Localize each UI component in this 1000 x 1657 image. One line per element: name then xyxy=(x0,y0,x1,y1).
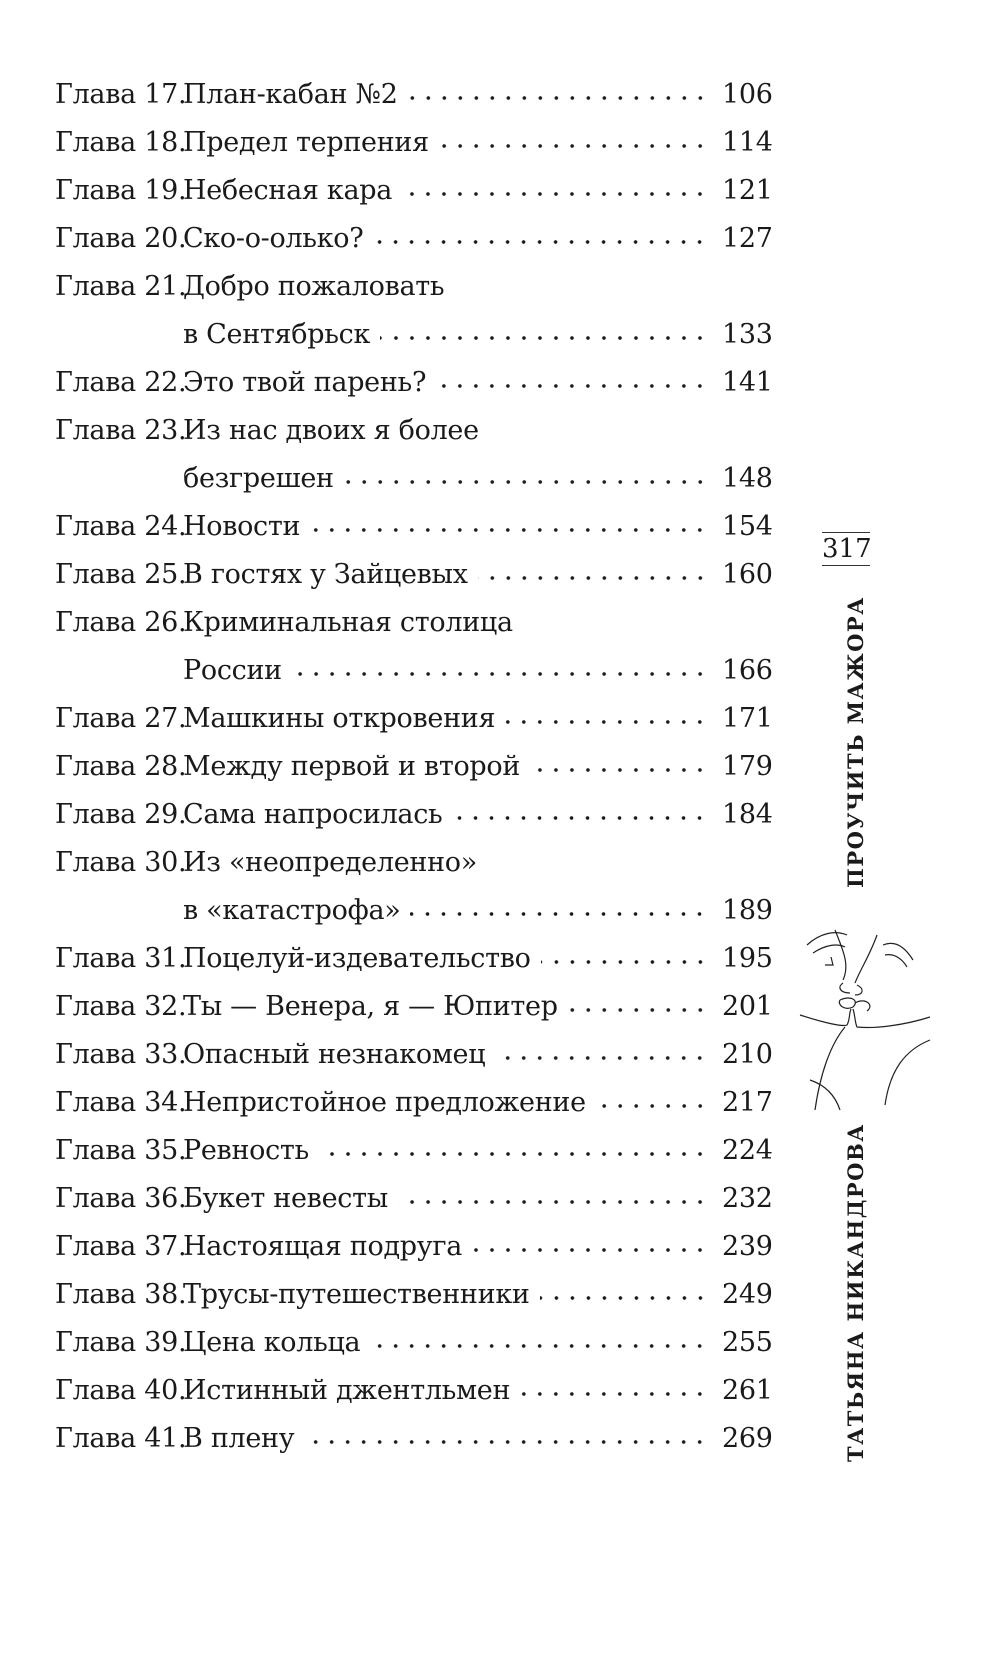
chapter-title: Непристойное предложение xyxy=(183,1086,586,1118)
chapter-label: Глава 25. xyxy=(55,558,187,590)
chapter-title: Ско-о-олько? xyxy=(183,222,364,254)
toc-line xyxy=(55,838,770,886)
chapter-page: 224 xyxy=(722,1134,773,1166)
toc-line xyxy=(55,1174,773,1222)
toc-line xyxy=(55,166,773,214)
toc-line xyxy=(55,550,773,598)
toc-entry xyxy=(55,838,773,934)
dot-leader xyxy=(380,335,708,341)
toc-line xyxy=(55,502,773,550)
chapter-page: 239 xyxy=(722,1230,773,1262)
chapter-label: Глава 24. xyxy=(55,510,187,542)
toc-line xyxy=(55,310,773,358)
toc-entry xyxy=(55,1222,773,1270)
chapter-page: 148 xyxy=(722,462,773,494)
dot-leader xyxy=(478,575,708,581)
toc-line xyxy=(55,1270,773,1318)
dot-leader xyxy=(452,815,708,821)
chapter-label: Глава 30. xyxy=(55,846,187,878)
page-number: 317 xyxy=(822,534,872,564)
chapter-title: Опасный незнакомец xyxy=(183,1038,486,1070)
chapter-page: 166 xyxy=(722,654,773,686)
chapter-label: Глава 27. xyxy=(55,702,187,734)
toc-entry xyxy=(55,982,773,1030)
chapter-title: Цена кольца xyxy=(183,1326,361,1358)
toc-line xyxy=(55,934,773,982)
chapter-page: 160 xyxy=(722,558,773,590)
chapter-title: Небесная кара xyxy=(183,174,393,206)
toc-entry xyxy=(55,118,773,166)
chapter-label: Глава 20. xyxy=(55,222,187,254)
running-author-name: ТАТЬЯНА НИКАНДРОВА xyxy=(843,1123,868,1462)
toc-entry xyxy=(55,1030,773,1078)
toc-line xyxy=(55,790,773,838)
dot-leader xyxy=(402,191,708,197)
chapter-page: 106 xyxy=(722,78,773,110)
toc-line xyxy=(55,1414,773,1462)
chapter-page: 154 xyxy=(722,510,773,542)
dot-leader xyxy=(596,1103,708,1109)
chapter-page: 179 xyxy=(722,750,773,782)
toc-line xyxy=(55,1126,773,1174)
dot-leader xyxy=(304,1439,708,1445)
toc-line xyxy=(55,886,773,934)
toc-line xyxy=(55,598,770,646)
toc-line xyxy=(55,1030,773,1078)
chapter-title: План-кабан №2 xyxy=(183,78,398,110)
toc-entry xyxy=(55,1366,773,1414)
chapter-title: Машкины откровения xyxy=(183,702,496,734)
chapter-label: Глава 29. xyxy=(55,798,187,830)
chapter-title: безгрешен xyxy=(183,462,334,494)
toc-entry xyxy=(55,550,773,598)
chapter-label: Глава 39. xyxy=(55,1326,187,1358)
toc-entry xyxy=(55,70,773,118)
toc-line xyxy=(55,406,770,454)
chapter-page: 232 xyxy=(722,1182,773,1214)
dot-leader xyxy=(472,1247,708,1253)
toc-line xyxy=(55,1318,773,1366)
toc-line xyxy=(55,262,770,310)
chapter-label: Глава 22. xyxy=(55,366,187,398)
dot-leader xyxy=(408,95,708,101)
toc-entry xyxy=(55,790,773,838)
dot-leader xyxy=(541,959,708,965)
chapter-title: России xyxy=(183,654,282,686)
chapter-page: 217 xyxy=(722,1086,773,1118)
chapter-title: в Сентябрьск xyxy=(183,318,371,350)
chapter-label: Глава 18. xyxy=(55,126,187,158)
dot-leader xyxy=(344,479,708,485)
chapter-title: Трусы-путешественники xyxy=(183,1278,530,1310)
chapter-label: Глава 19. xyxy=(55,174,187,206)
toc-entry xyxy=(55,1318,773,1366)
chapter-title: Ревность xyxy=(183,1134,309,1166)
chapter-title: Новости xyxy=(183,510,301,542)
chapter-label: Глава 26. xyxy=(55,606,187,638)
dot-leader xyxy=(540,1295,708,1301)
chapter-label: Глава 36. xyxy=(55,1182,187,1214)
dot-leader xyxy=(398,1199,708,1205)
chapter-page: 189 xyxy=(722,894,773,926)
chapter-title: Между первой и второй xyxy=(183,750,521,782)
dot-leader xyxy=(495,1055,708,1061)
dot-leader xyxy=(292,671,708,677)
chapter-title: В плену xyxy=(183,1422,295,1454)
toc-entry xyxy=(55,1078,773,1126)
chapter-page: 249 xyxy=(722,1278,773,1310)
chapter-label: Глава 32. xyxy=(55,990,187,1022)
dot-leader xyxy=(410,911,708,917)
chapter-title: В гостях у Зайцевых xyxy=(183,558,468,590)
dot-leader xyxy=(373,239,708,245)
dot-leader xyxy=(530,767,708,773)
chapter-page: 261 xyxy=(722,1374,773,1406)
chapter-page: 121 xyxy=(722,174,773,206)
chapter-page: 201 xyxy=(722,990,773,1022)
chapter-page: 114 xyxy=(722,126,773,158)
chapter-page: 141 xyxy=(722,366,773,398)
chapter-page: 195 xyxy=(722,942,773,974)
chapter-title: Добро пожаловать xyxy=(183,270,445,302)
chapter-title: Букет невесты xyxy=(183,1182,388,1214)
chapter-page: 184 xyxy=(722,798,773,830)
chapter-title: Это твой парень? xyxy=(183,366,427,398)
chapter-page: 133 xyxy=(722,318,773,350)
table-of-contents xyxy=(55,70,773,1462)
toc-entry xyxy=(55,502,773,550)
toc-line xyxy=(55,118,773,166)
toc-line xyxy=(55,1366,773,1414)
dot-leader xyxy=(319,1151,708,1157)
chapter-label: Глава 35. xyxy=(55,1134,187,1166)
toc-line xyxy=(55,646,773,694)
toc-entry xyxy=(55,1270,773,1318)
dot-leader xyxy=(370,1343,708,1349)
toc-entry xyxy=(55,358,773,406)
chapter-page: 210 xyxy=(722,1038,773,1070)
dot-leader xyxy=(568,1007,708,1013)
dot-leader xyxy=(310,527,708,533)
chapter-label: Глава 40. xyxy=(55,1374,187,1406)
chapter-title: Истинный джентльмен xyxy=(183,1374,511,1406)
toc-line xyxy=(55,982,773,1030)
chapter-title: Сама напросилась xyxy=(183,798,443,830)
chapter-title: Предел терпения xyxy=(183,126,429,158)
dot-leader xyxy=(439,143,708,149)
chapter-label: Глава 37. xyxy=(55,1230,187,1262)
chapter-label: Глава 33. xyxy=(55,1038,187,1070)
toc-line xyxy=(55,694,773,742)
dot-leader xyxy=(505,719,708,725)
chapter-label: Глава 23. xyxy=(55,414,187,446)
toc-line xyxy=(55,1078,773,1126)
running-book-title: ПРОУЧИТЬ МАЖОРА xyxy=(843,596,868,888)
chapter-label: Глава 28. xyxy=(55,750,187,782)
chapter-title: Поцелуй-издевательство xyxy=(183,942,531,974)
toc-entry xyxy=(55,166,773,214)
toc-line xyxy=(55,70,773,118)
chapter-label: Глава 41. xyxy=(55,1422,187,1454)
chapter-page: 127 xyxy=(722,222,773,254)
chapter-title: Настоящая подруга xyxy=(183,1230,462,1262)
toc-line xyxy=(55,214,773,262)
toc-line xyxy=(55,742,773,790)
chapter-label: Глава 21. xyxy=(55,270,187,302)
toc-entry xyxy=(55,934,773,982)
dot-leader xyxy=(520,1391,708,1397)
toc-entry xyxy=(55,406,773,502)
dot-leader xyxy=(436,383,708,389)
toc-entry xyxy=(55,214,773,262)
toc-entry xyxy=(55,1174,773,1222)
toc-entry xyxy=(55,742,773,790)
toc-line xyxy=(55,358,773,406)
chapter-title: Ты — Венера, я — Юпитер xyxy=(183,990,558,1022)
chapter-label: Глава 31. xyxy=(55,942,187,974)
chapter-page: 269 xyxy=(722,1422,773,1454)
toc-line xyxy=(55,1222,773,1270)
chapter-page: 171 xyxy=(722,702,773,734)
chapter-title: Из нас двоих я более xyxy=(183,414,479,446)
chapter-label: Глава 34. xyxy=(55,1086,187,1118)
toc-entry xyxy=(55,1414,773,1462)
chapter-title: в «катастрофа» xyxy=(183,894,401,926)
kissing-couple-illustration-icon xyxy=(795,905,935,1130)
chapter-title: Криминальная столица xyxy=(183,606,513,638)
toc-entry xyxy=(55,262,773,358)
chapter-title: Из «неопределенно» xyxy=(183,846,477,878)
toc-entry xyxy=(55,598,773,694)
chapter-page: 255 xyxy=(722,1326,773,1358)
toc-line xyxy=(55,454,773,502)
toc-entry xyxy=(55,694,773,742)
chapter-label: Глава 17. xyxy=(55,78,187,110)
chapter-label: Глава 38. xyxy=(55,1278,187,1310)
toc-entry xyxy=(55,1126,773,1174)
